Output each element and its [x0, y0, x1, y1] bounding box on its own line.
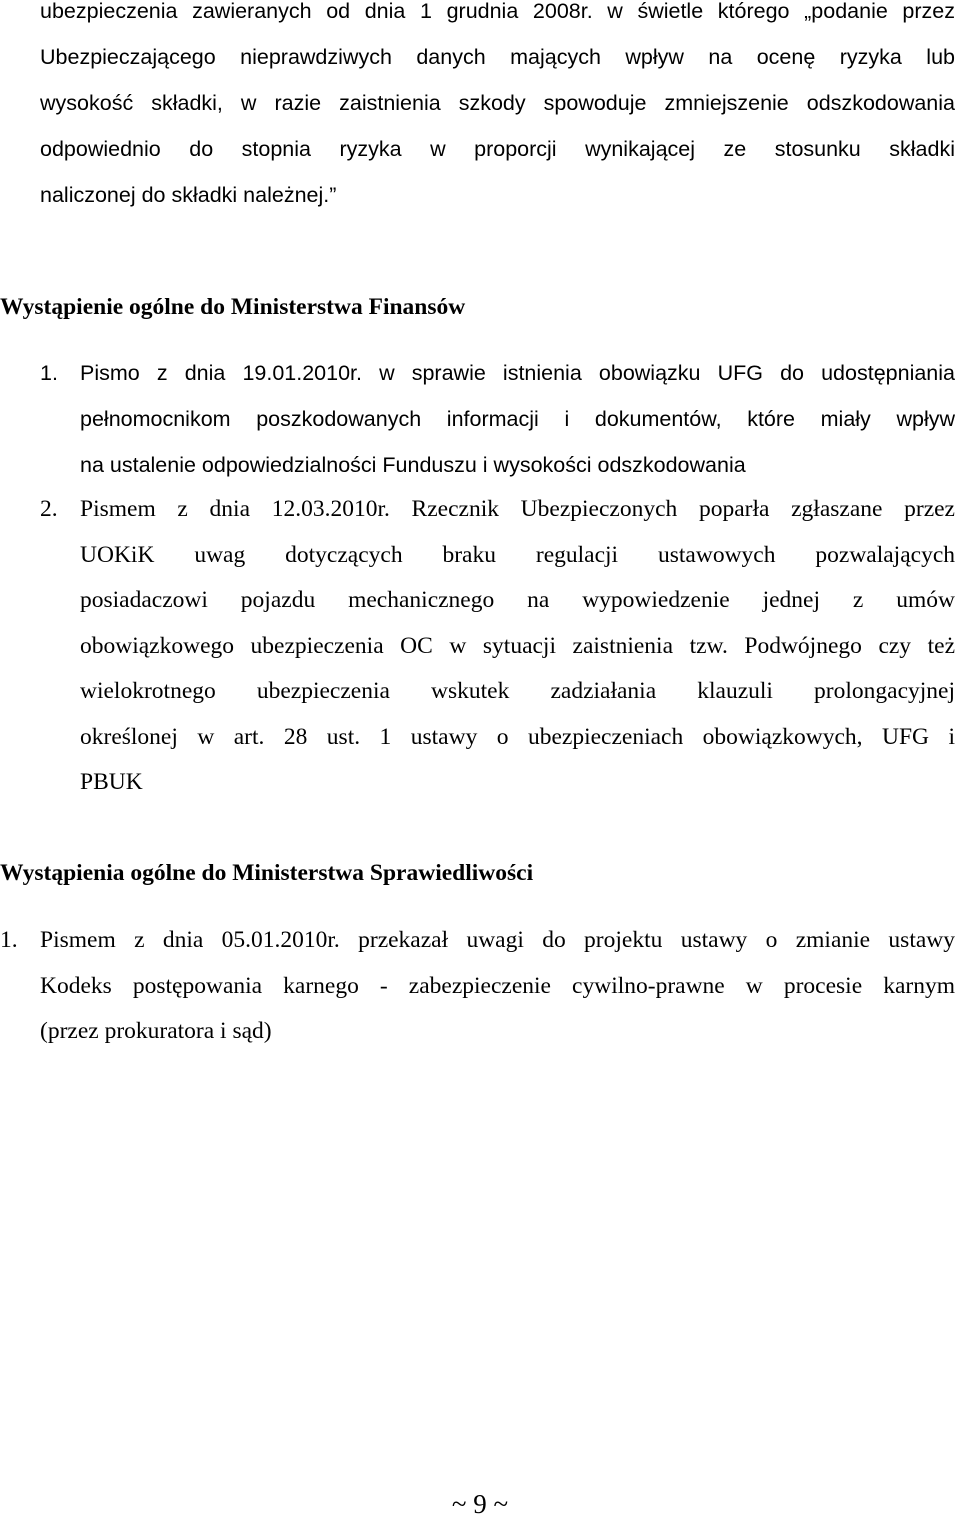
justice-item-1 — [0, 918, 955, 1058]
finance-item-2 — [40, 487, 955, 807]
item-number: 2. — [40, 496, 58, 522]
item-line: wielokrotnego ubezpieczenia wskutek zadziałania klauzuli prolongacyjnej — [80, 678, 955, 704]
item-line: UOKiK uwag dotyczących braku regulacji ustawowych pozwalających — [80, 541, 955, 568]
paragraph-line: Ubezpieczającego nieprawdziwych danych mających wpływ na ocenę ryzyka lub — [40, 45, 955, 69]
item-line: posiadaczowi pojazdu mechanicznego na wypowiedzenie jednej z umów — [80, 587, 955, 613]
paragraph-line: odpowiednio do stopnia ryzyka w proporcji wynikającej ze stosunku składki — [40, 137, 955, 161]
item-text — [80, 487, 955, 806]
section-heading-finance — [0, 292, 940, 322]
item-line: określonej w art. 28 ust. 1 ustawy o ubezpieczeniach obowiązkowych, UFG i — [80, 723, 955, 750]
item-text — [80, 350, 955, 488]
item-text — [40, 918, 955, 1055]
item-line: pełnomocnikom poszkodowanych informacji i dokumentów, które miały wpływ — [80, 407, 955, 431]
item-number: 1. — [0, 927, 18, 953]
paragraph-line: wysokość składki, w razie zaistnienia szkody spowoduje zmniejszenie odszkodowania — [40, 91, 955, 115]
item-line: Pismem z dnia 05.01.2010r. przekazał uwagi do projektu ustawy o zmianie ustawy — [40, 927, 955, 953]
item-line: Pismem z dnia 12.03.2010r. Rzecznik Ubezpieczonych poparła zgłaszane przez — [80, 496, 955, 522]
finance-item-1 — [40, 350, 955, 488]
section-title: Wystąpienie ogólne do Ministerstwa Finansów — [0, 294, 466, 320]
item-line: Pismo z dnia 19.01.2010r. w sprawie istnienia obowiązku UFG do udostępniania — [80, 361, 955, 385]
section-title: Wystąpienia ogólne do Ministerstwa Sprawiedliwości — [0, 860, 534, 886]
item-line: Kodeks postępowania karnego - zabezpieczenie cywilno-prawne w procesie karnym — [40, 972, 955, 999]
item-line: (przez prokuratora i sąd) — [40, 1018, 272, 1044]
intro-paragraph — [40, 0, 955, 218]
paragraph-line: naliczonej do składki należnej.” — [40, 183, 337, 207]
item-line: PBUK — [80, 769, 143, 795]
item-line: obowiązkowego ubezpieczenia OC w sytuacji zaistnienia tzw. Podwójnego czy też — [80, 632, 955, 659]
paragraph-line: ubezpieczenia zawieranych od dnia 1 grudnia 2008r. w świetle którego „podanie przez — [40, 0, 955, 23]
item-number: 1. — [40, 361, 58, 385]
item-line: na ustalenie odpowiedzialności Funduszu i wysokości odszkodowania — [80, 453, 746, 477]
page-number: ~ 9 ~ — [451, 1489, 509, 1519]
section-heading-justice — [0, 858, 940, 888]
